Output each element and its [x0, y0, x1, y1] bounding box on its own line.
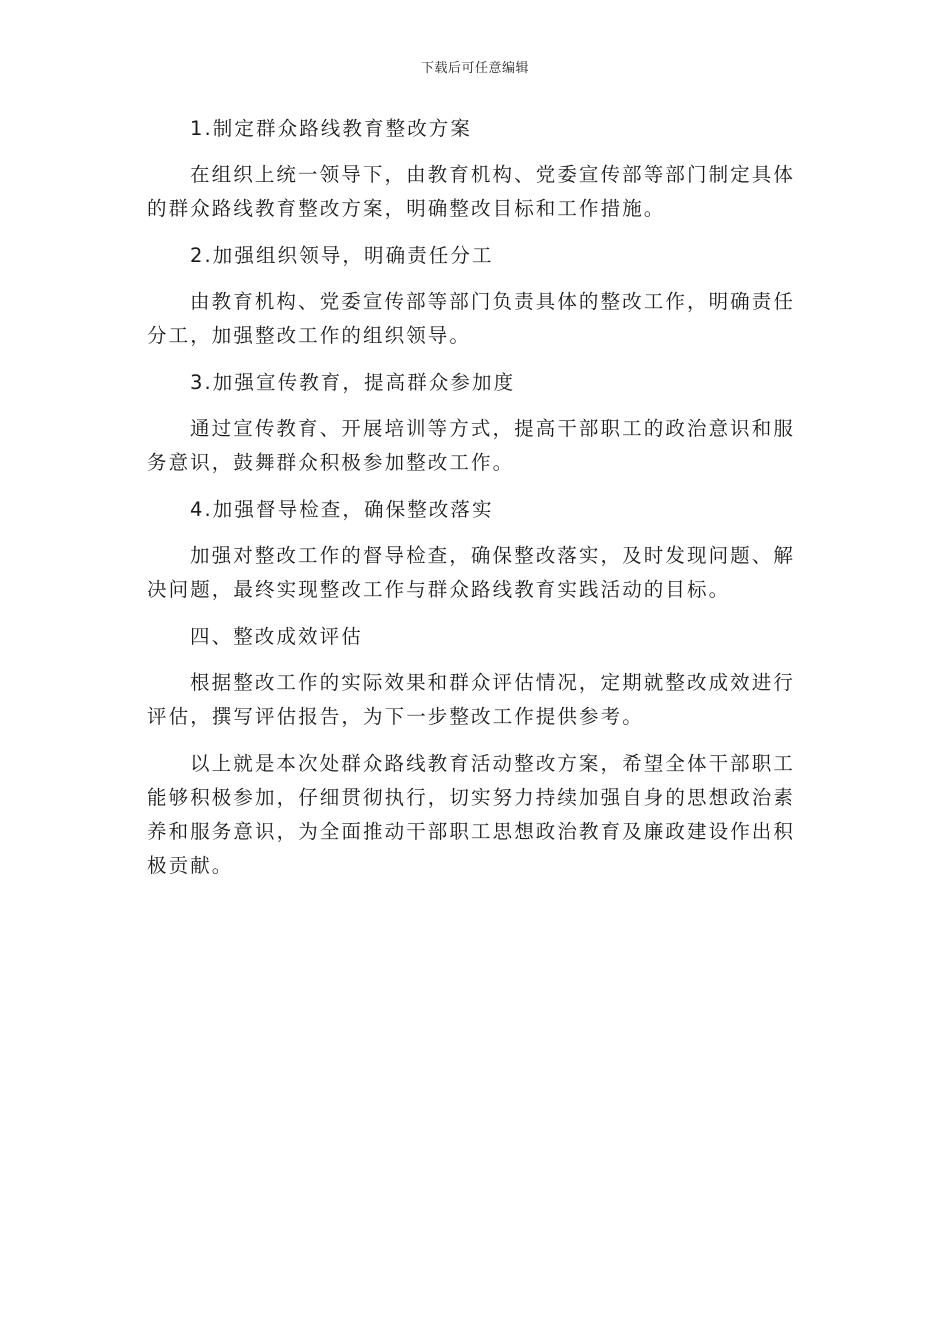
section-heading-1: 1.制定群众路线教育整改方案 — [190, 117, 473, 140]
paragraph-3: 通过宣传教育、开展培训等方式，提高干部职工的政治意识和服务意识，鼓舞群众积极参加整改工作。 — [147, 417, 795, 474]
section-heading-3: 3.加强宣传教育，提高群众参加度 — [190, 371, 516, 394]
paragraph-2: 由教育机构、党委宣传部等部门负责具体的整改工作，明确责任分工，加强整改工作的组织领导。 — [147, 290, 795, 347]
paragraph-4: 加强对整改工作的督导检查，确保整改落实，及时发现问题、解决问题，最终实现整改工作与群众路线教育实践活动的目标。 — [147, 544, 795, 601]
section-heading-4: 4.加强督导检查，确保整改落实 — [190, 498, 494, 521]
section-heading-2: 2.加强组织领导，明确责任分工 — [190, 244, 494, 267]
paragraph-conclusion: 以上就是本次处群众路线教育活动整改方案，希望全体干部职工能够积极参加，仔细贯彻执行，切实努力持续加强自身的思想政治素养和服务意识，为全面推动干部职工思想政治教育及廉政建设作出积极贡献。 — [147, 752, 796, 877]
paragraph-evaluation: 根据整改工作的实际效果和群众评估情况，定期就整改成效进行评估，撰写评估报告，为下一步整改工作提供参考。 — [147, 671, 795, 728]
document-body — [147, 112, 795, 896]
header-note: 下载后可任意编辑 — [420, 61, 529, 76]
section-heading-evaluation: 四、整改成效评估 — [190, 625, 363, 648]
paragraph-1: 在组织上统一领导下，由教育机构、党委宣传部等部门制定具体的群众路线教育整改方案，明确整改目标和工作措施。 — [147, 163, 795, 220]
